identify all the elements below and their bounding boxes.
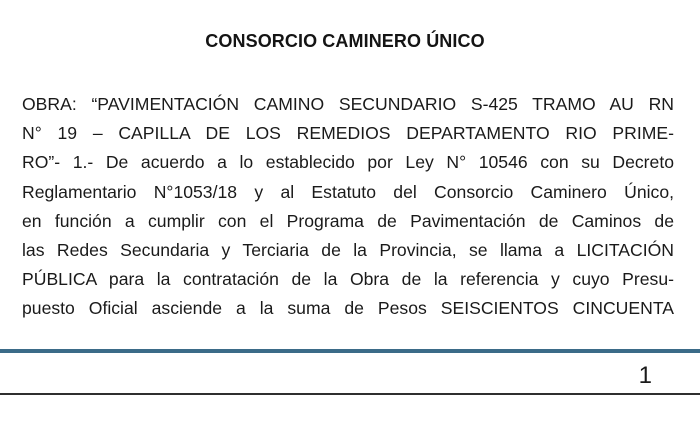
footer-divider (0, 393, 700, 395)
body-line: RO”- 1.- De acuerdo a lo establecido por Ley N° 10546 con su Decreto (22, 152, 674, 173)
page-number: 1 (638, 362, 652, 389)
accent-divider (0, 349, 700, 353)
body-line: puesto Oficial asciende a la suma de Pesos SEISCIENTOS CINCUENTA (22, 298, 674, 319)
body-line: Reglamentario N°1053/18 y al Estatuto del Consorcio Caminero Único, (22, 181, 674, 202)
body-line: N° 19 – CAPILLA DE LOS REMEDIOS DEPARTAMENTO RIO PRIME- (22, 123, 674, 144)
body-line: PÚBLICA para la contratación de la Obra de la referencia y cuyo Presu- (22, 269, 674, 290)
document-body (22, 90, 674, 324)
document-title: CONSORCIO CAMINERO ÚNICO (205, 31, 485, 51)
body-line: en función a cumplir con el Programa de Pavimentación de Caminos de (22, 210, 674, 231)
body-line: las Redes Secundaria y Terciaria de la Provincia, se llama a LICITACIÓN (22, 239, 674, 260)
body-line: OBRA: “PAVIMENTACIÓN CAMINO SECUNDARIO S-425 TRAMO AU RN (22, 94, 674, 114)
